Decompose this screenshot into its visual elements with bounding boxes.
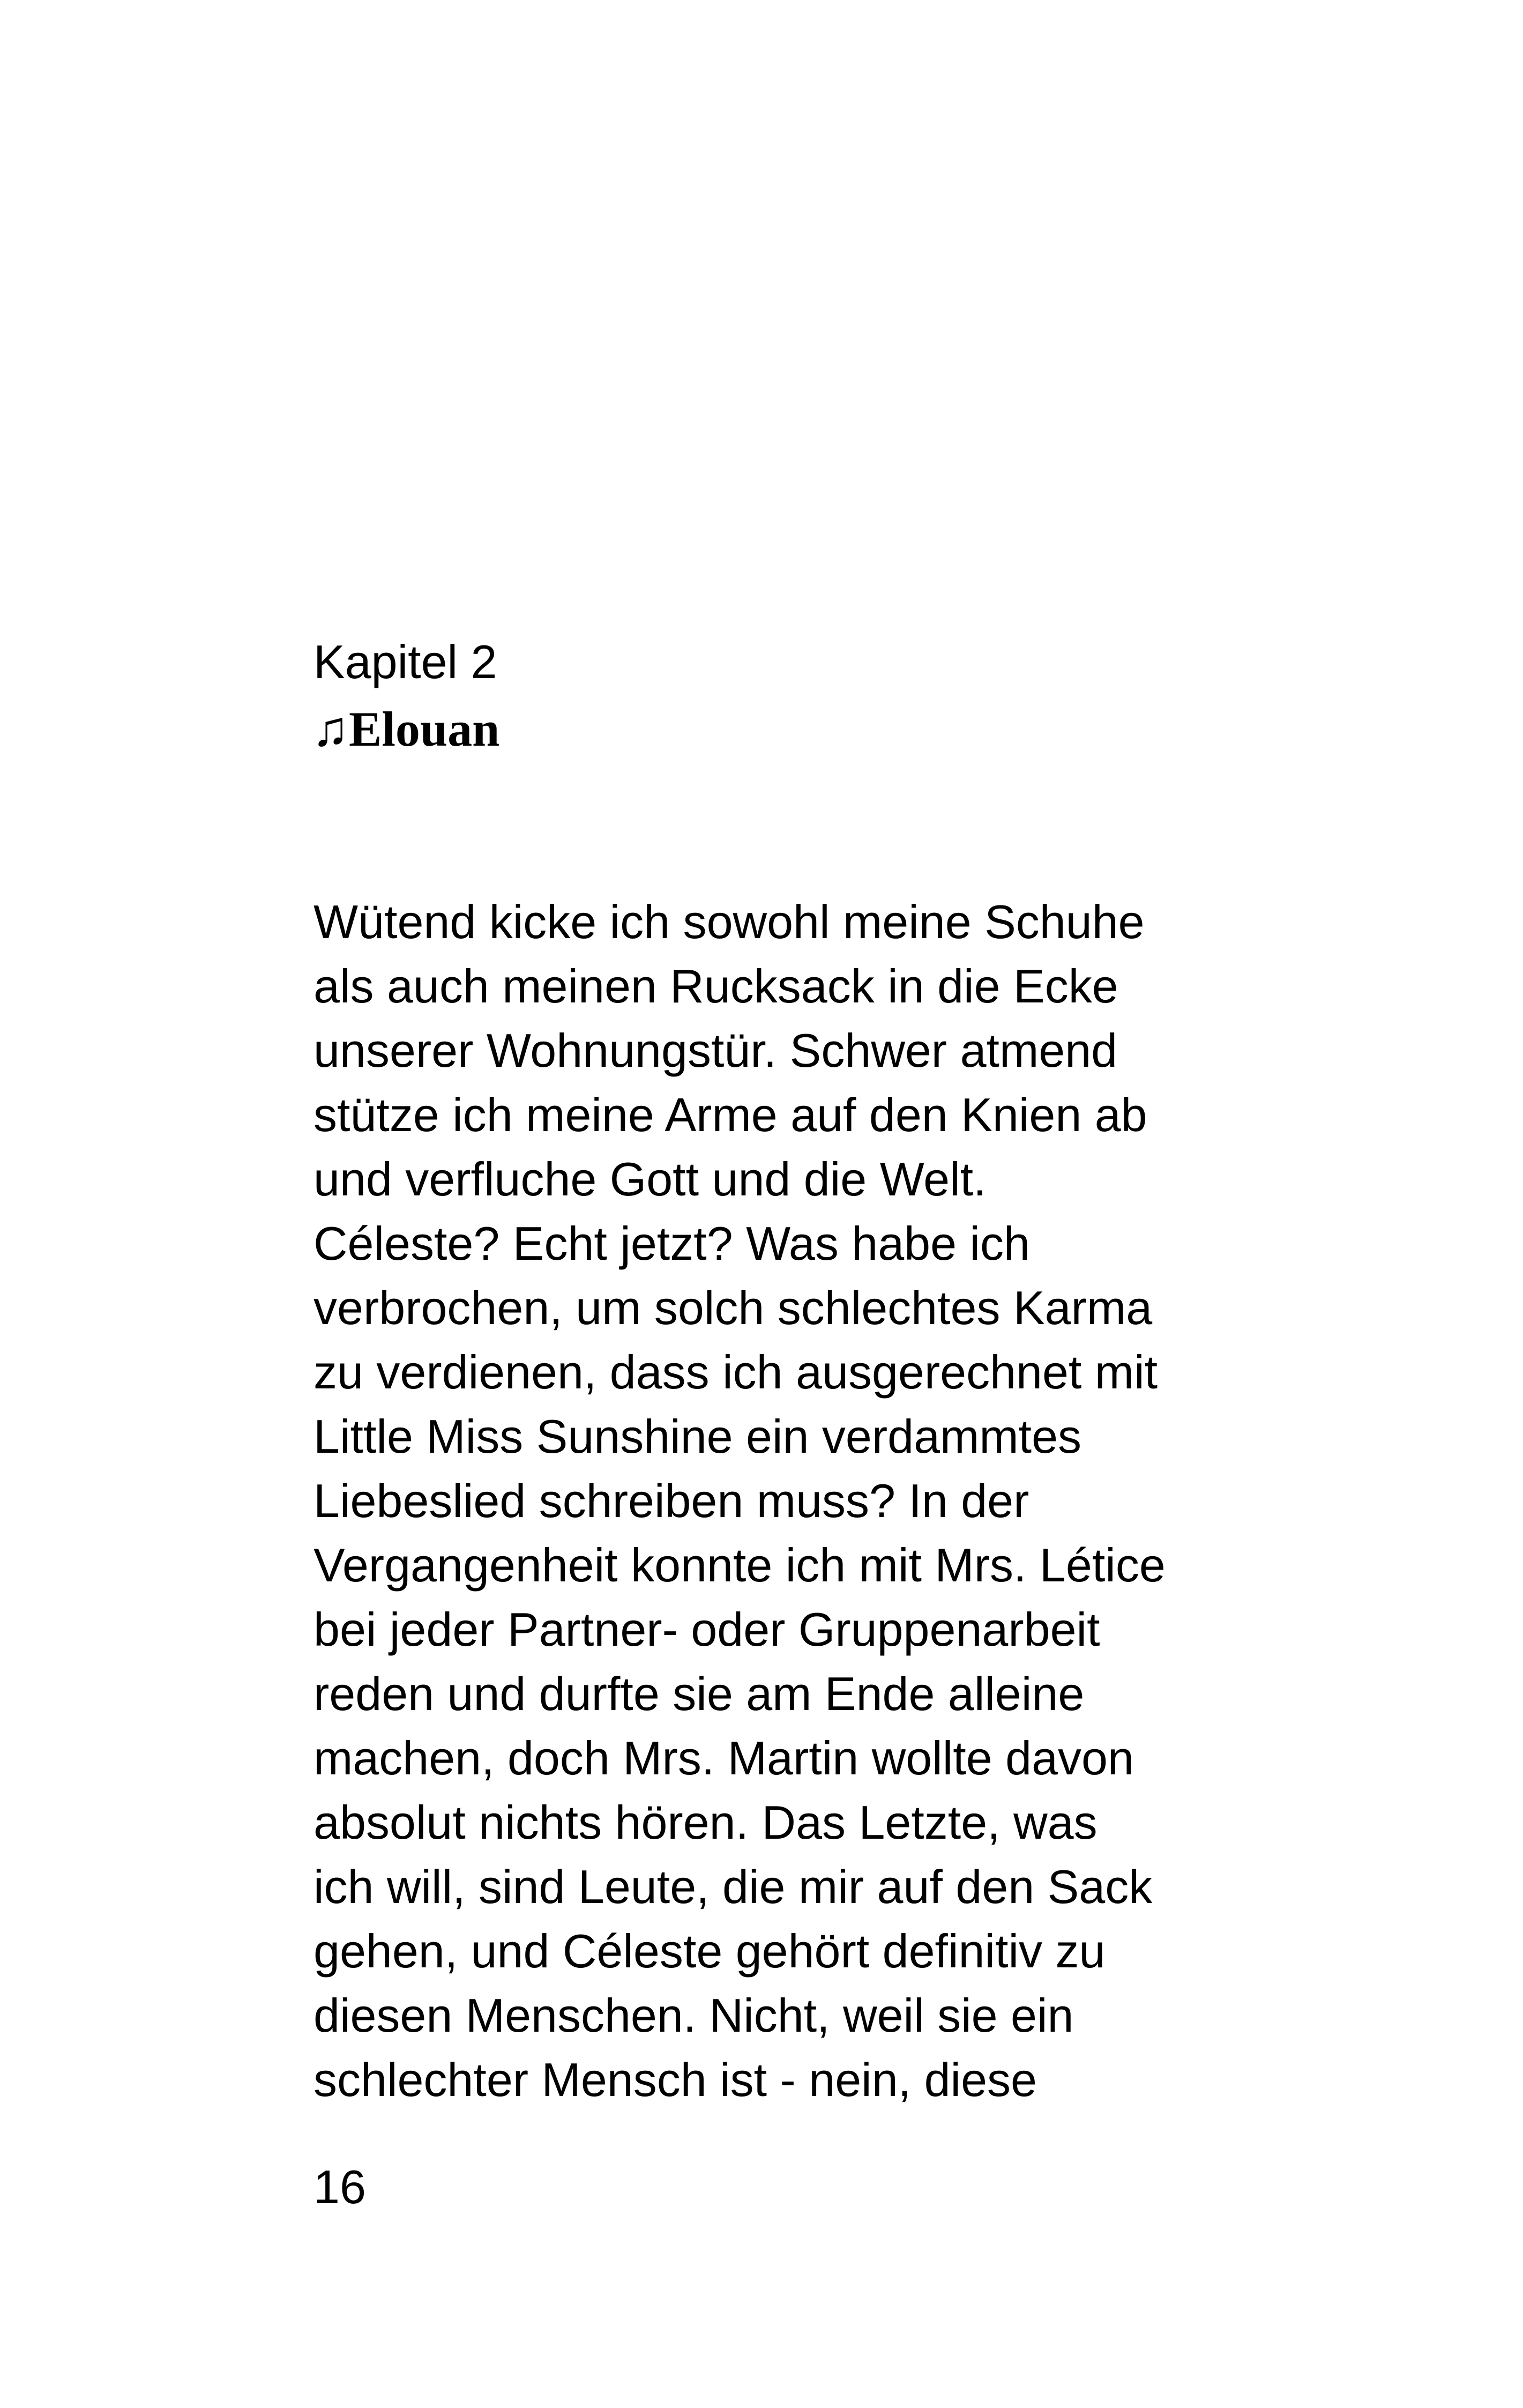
text-line: zu verdienen, dass ich ausgerechnet mit xyxy=(313,1346,1158,1399)
text-line: Céleste? Echt jetzt? Was habe ich xyxy=(313,1217,1030,1270)
text-line: verbrochen, um solch schlechtes Karma xyxy=(313,1281,1153,1334)
text-line: Vergangenheit konnte ich mit Mrs. Létice xyxy=(313,1539,1166,1592)
text-line: Little Miss Sunshine ein verdammtes xyxy=(313,1410,1082,1463)
text-line: gehen, und Céleste gehört definitiv zu xyxy=(313,1924,1106,1978)
text-line: Wütend kicke ich sowohl meine Schuhe xyxy=(313,895,1145,948)
text-line: absolut nichts hören. Das Letzte, was xyxy=(313,1796,1098,1849)
body-paragraph xyxy=(313,890,1385,2112)
text-line: Liebeslied schreiben muss? In der xyxy=(313,1474,1029,1527)
text-line: reden und durfte sie am Ende alleine xyxy=(313,1667,1085,1720)
text-line: bei jeder Partner- oder Gruppenarbeit xyxy=(313,1603,1100,1656)
text-line: unserer Wohnungstür. Schwer atmend xyxy=(313,1024,1118,1077)
text-line: schlechter Mensch ist - nein, diese xyxy=(313,2053,1037,2106)
text-line: als auch meinen Rucksack in die Ecke xyxy=(313,960,1118,1013)
text-line: ich will, sind Leute, die mir auf den Sack xyxy=(313,1860,1153,1913)
text-line: und verfluche Gott und die Welt. xyxy=(313,1153,987,1206)
page-number: 16 xyxy=(313,2160,366,2213)
text-line: machen, doch Mrs. Martin wollte davon xyxy=(313,1731,1134,1785)
text-line: diesen Menschen. Nicht, weil sie ein xyxy=(313,1989,1074,2042)
chapter-character-name: ♫Elouan xyxy=(312,702,500,756)
text-line: stütze ich meine Arme auf den Knien ab xyxy=(313,1088,1147,1141)
chapter-label: Kapitel 2 xyxy=(313,635,497,688)
